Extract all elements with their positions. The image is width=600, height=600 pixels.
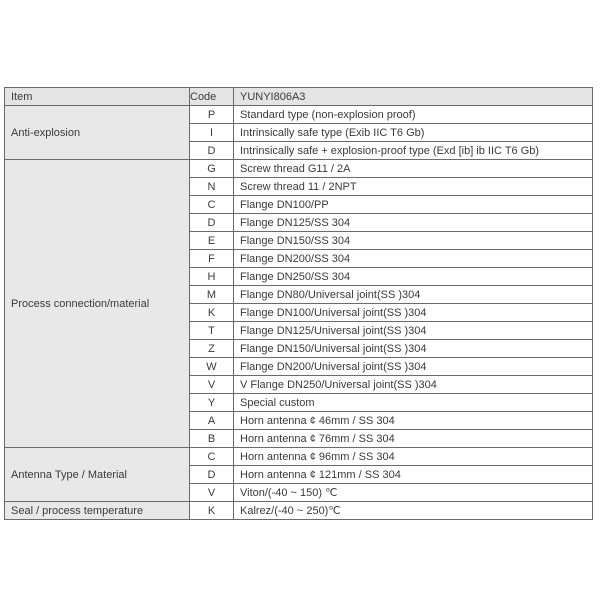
description-cell: Viton/(-40 ~ 150) ℃: [234, 484, 593, 502]
description-cell: Special custom: [234, 394, 593, 412]
header-model: YUNYI806A3: [234, 88, 593, 106]
code-cell: W: [190, 358, 234, 376]
code-cell: D: [190, 142, 234, 160]
description-cell: Horn antenna ¢ 46mm / SS 304: [234, 412, 593, 430]
description-cell: Flange DN200/Universal joint(SS )304: [234, 358, 593, 376]
code-cell: I: [190, 124, 234, 142]
code-cell: Y: [190, 394, 234, 412]
item-group-label: Seal / process temperature: [5, 502, 190, 520]
description-cell: Flange DN80/Universal joint(SS )304: [234, 286, 593, 304]
code-cell: F: [190, 250, 234, 268]
model-selection-table: [4, 87, 593, 520]
table-row: [5, 448, 593, 466]
code-cell: D: [190, 466, 234, 484]
description-cell: Flange DN100/Universal joint(SS )304: [234, 304, 593, 322]
table-row: [5, 502, 593, 520]
description-cell: Flange DN125/SS 304: [234, 214, 593, 232]
code-cell: G: [190, 160, 234, 178]
item-group-label: Antenna Type / Material: [5, 448, 190, 502]
code-cell: D: [190, 214, 234, 232]
header-row: [5, 88, 593, 106]
code-cell: C: [190, 196, 234, 214]
description-cell: Standard type (non-explosion proof): [234, 106, 593, 124]
code-cell: K: [190, 502, 234, 520]
code-cell: M: [190, 286, 234, 304]
description-cell: Kalrez/(-40 ~ 250)℃: [234, 502, 593, 520]
table-body: [5, 106, 593, 520]
description-cell: Screw thread G11 / 2A: [234, 160, 593, 178]
description-cell: Horn antenna ¢ 121mm / SS 304: [234, 466, 593, 484]
code-cell: K: [190, 304, 234, 322]
description-cell: Flange DN150/SS 304: [234, 232, 593, 250]
code-cell: B: [190, 430, 234, 448]
code-cell: E: [190, 232, 234, 250]
code-cell: T: [190, 322, 234, 340]
description-cell: Horn antenna ¢ 76mm / SS 304: [234, 430, 593, 448]
description-cell: Flange DN150/Universal joint(SS )304: [234, 340, 593, 358]
item-group-label: Anti-explosion: [5, 106, 190, 160]
code-cell: V: [190, 484, 234, 502]
code-cell: C: [190, 448, 234, 466]
header-code: Code: [190, 88, 234, 106]
code-cell: Z: [190, 340, 234, 358]
table-row: [5, 160, 593, 178]
item-group-label: Process connection/material: [5, 160, 190, 448]
code-cell: H: [190, 268, 234, 286]
description-cell: Horn antenna ¢ 96mm / SS 304: [234, 448, 593, 466]
description-cell: Intrinsically safe + explosion-proof type (Exd [ib] ib IIC T6 Gb): [234, 142, 593, 160]
description-cell: Screw thread 11 / 2NPT: [234, 178, 593, 196]
code-cell: N: [190, 178, 234, 196]
description-cell: Intrinsically safe type (Exib IIC T6 Gb): [234, 124, 593, 142]
code-cell: P: [190, 106, 234, 124]
table-row: [5, 106, 593, 124]
code-cell: A: [190, 412, 234, 430]
header-item: Item: [5, 88, 190, 106]
description-cell: V Flange DN250/Universal joint(SS )304: [234, 376, 593, 394]
description-cell: Flange DN125/Universal joint(SS )304: [234, 322, 593, 340]
description-cell: Flange DN250/SS 304: [234, 268, 593, 286]
description-cell: Flange DN100/PP: [234, 196, 593, 214]
description-cell: Flange DN200/SS 304: [234, 250, 593, 268]
code-cell: V: [190, 376, 234, 394]
